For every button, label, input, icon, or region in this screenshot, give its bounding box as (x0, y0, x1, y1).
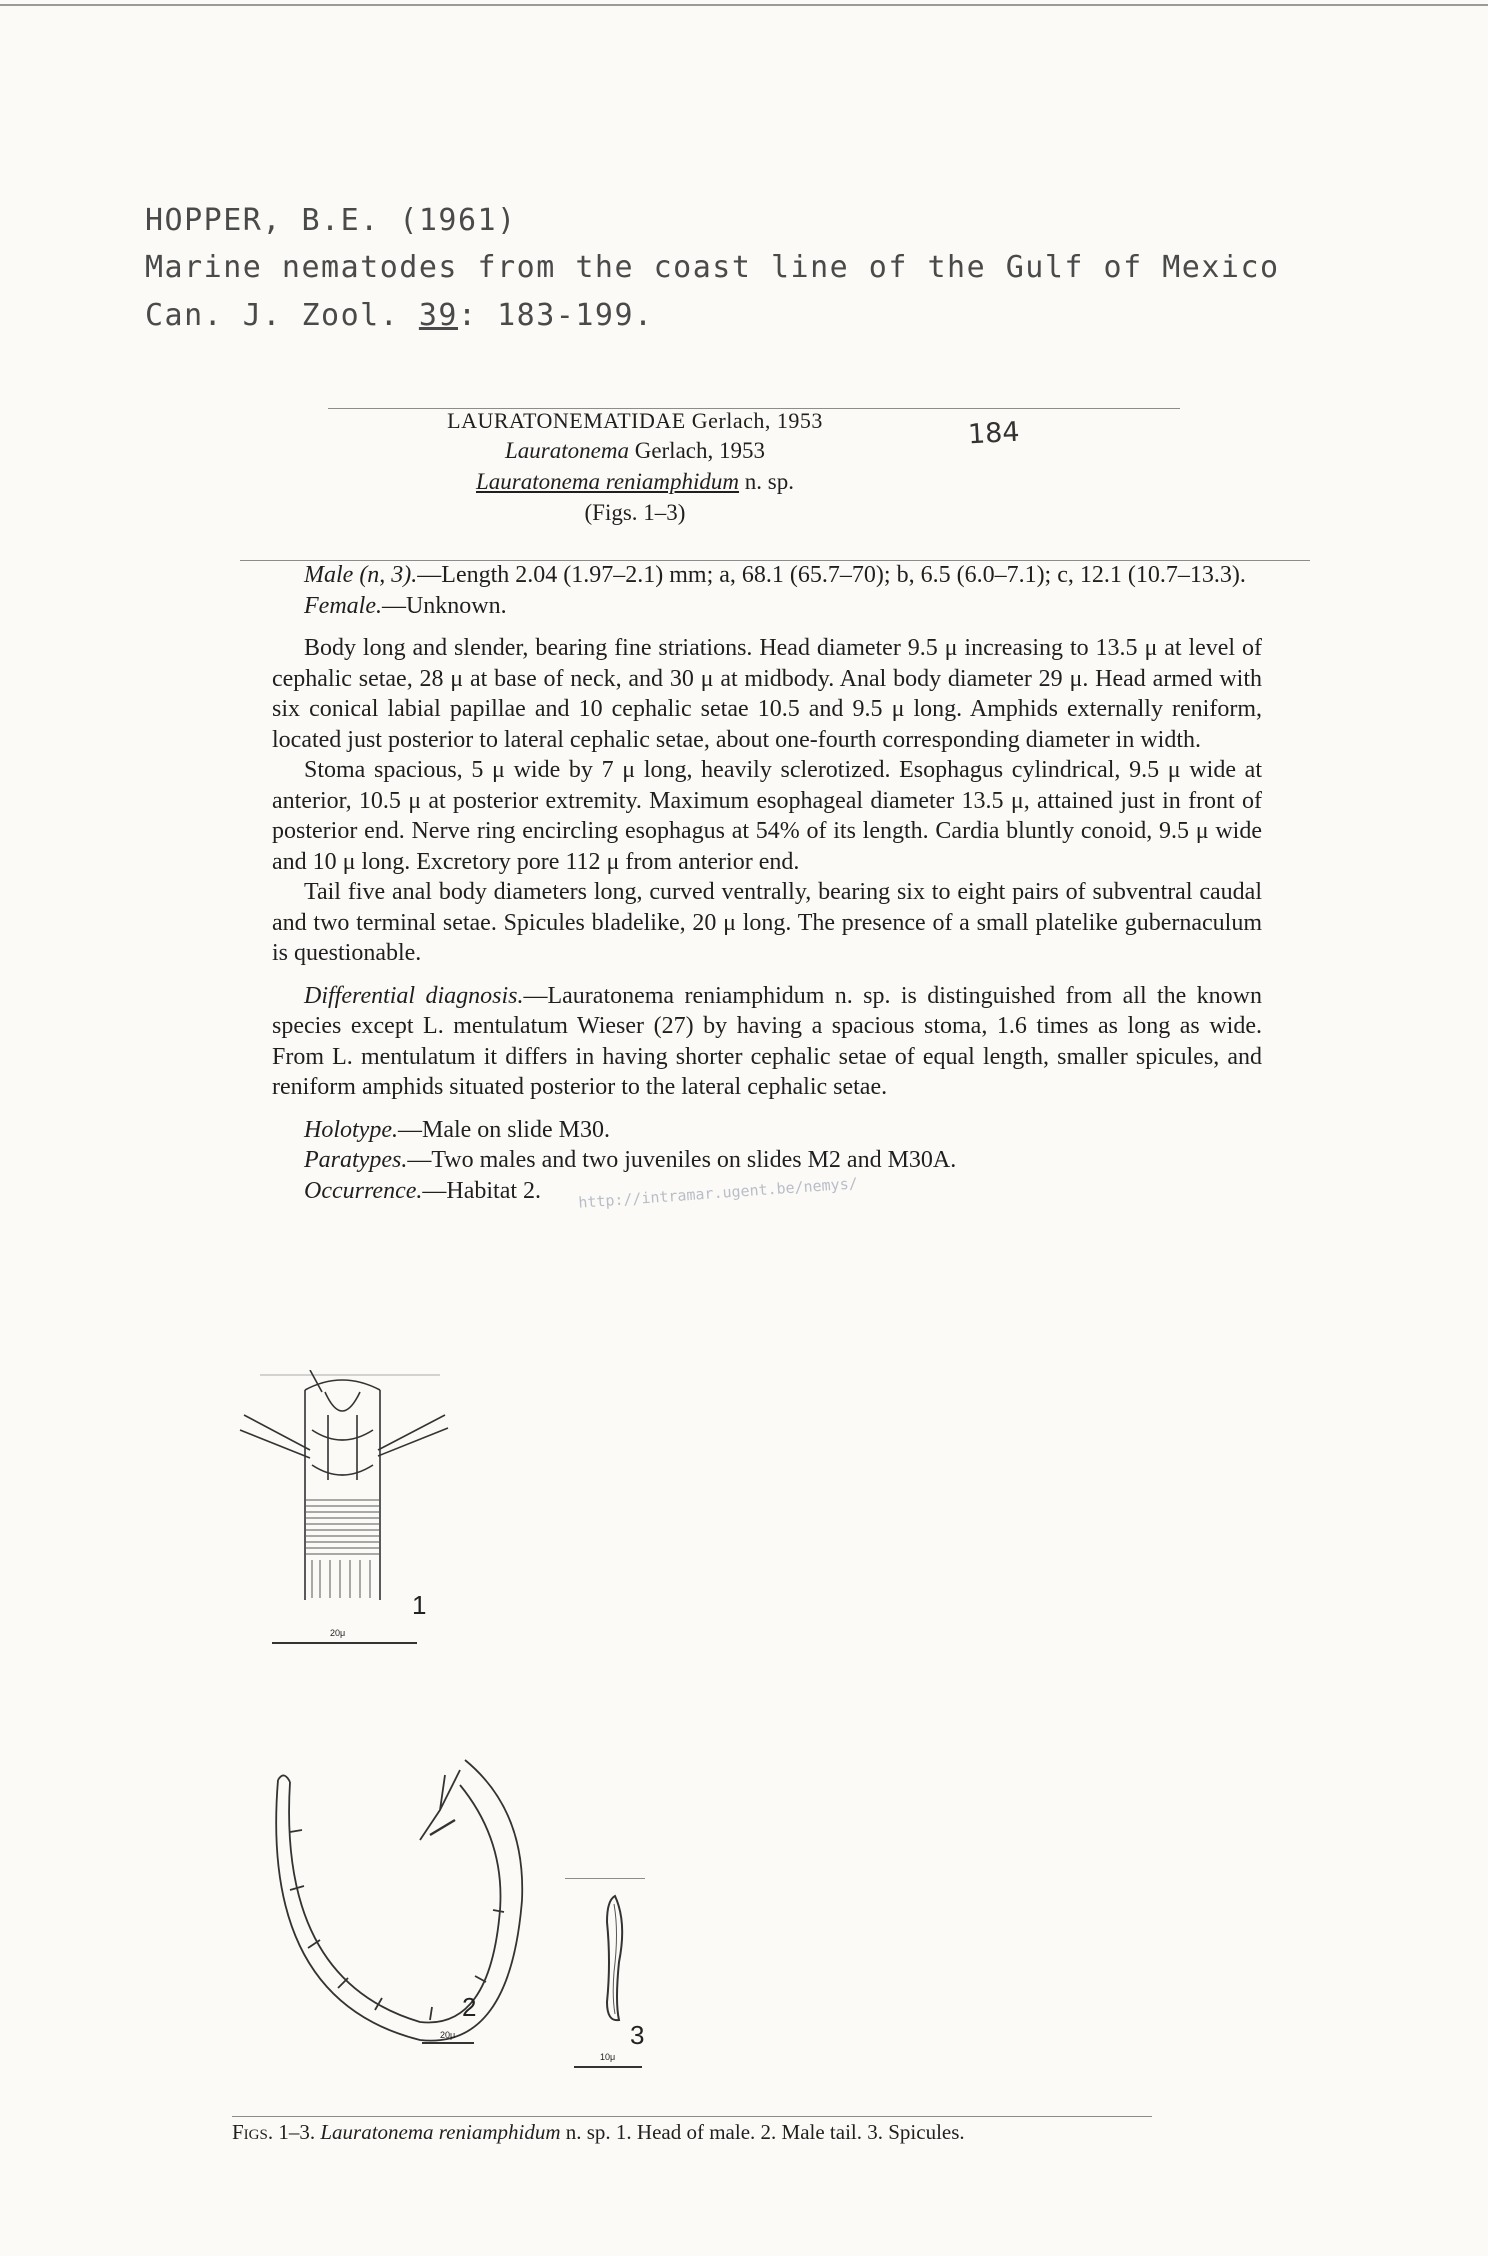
handwritten-page-note: 184 (967, 416, 1021, 451)
figure-2-scale-bar (422, 2042, 474, 2044)
watermark-url: http://intramar.ugent.be/nemys/ (577, 1174, 859, 1212)
paratypes-label: Paratypes. (304, 1147, 408, 1173)
caption-rule (232, 2116, 1152, 2117)
figure-2-scale-label: 20μ (440, 2030, 456, 2040)
holotype-text: —Male on slide M30. (397, 1116, 610, 1143)
differential-diagnosis (272, 981, 1262, 1103)
female-line (272, 591, 1262, 622)
holotype-line (272, 1115, 1262, 1146)
species-name: Lauratonema reniamphidum (476, 469, 740, 494)
caption-text: n. sp. 1. Head of male. 2. Male tail. 3. Spicules. (560, 2120, 965, 2144)
female-text: —Unknown. (381, 592, 507, 619)
figure-caption (232, 2120, 965, 2145)
journal-pages: : 183-199. (458, 298, 654, 333)
paragraph-body: Body long and slender, bearing fine striations. Head diameter 9.5 μ increasing to 13.5 μ at level of cephalic setae, 28 μ at base of neck, and 30 μ at midbody. Anal body diameter 29 μ. Head armed with six conical labial papillae and 10 cephalic setae 10.5 and 9.5 μ long. Amphids externally reniform, located just posterior to lateral cephalic setae, about one-fourth corresponding diameter in width. (272, 635, 1262, 753)
male-label: Male (n, 3). (304, 562, 418, 588)
paratypes-text: —Two males and two juveniles on slides M2 and M30A. (407, 1147, 957, 1173)
figure-1-label: 1 (412, 1590, 427, 1620)
diagnosis-text: —Lauratonema reniamphidum n. sp. is distinguished from all the known species except L. mentulatum Wieser (27) by having a spacious stoma, 1.6 times as long as wide. From L. mentulatum it differs in having shorter cephalic setae of equal length, smaller spicules, and reniform amphids situated posterior to the lateral cephalic setae. (272, 982, 1262, 1100)
figure-2-tail-drawing (250, 1740, 540, 2090)
paragraph-stoma: Stoma spacious, 5 μ wide by 7 μ long, heavily sclerotized. Esophagus cylindrical, 9.5 μ wide at anterior, 10.5 μ at posterior extremity. Maximum esophageal diameter 13.5 μ, attained just in front of posterior end. Nerve ring encircling esophagus at 54% of its length. Cardia bluntly conoid, 9.5 μ wide and 10 μ long. Excretory pore 112 μ from anterior end. (272, 757, 1262, 875)
occurrence-label: Occurrence. (304, 1177, 423, 1204)
figure-3-spicule-drawing (595, 1892, 635, 2027)
male-text: —Length 2.04 (1.97–2.1) mm; a, 68.1 (65.7–70); b, 6.5 (6.0–7.1); c, 12.1 (10.7–13.3). (417, 562, 1246, 588)
genus-heading (335, 438, 935, 464)
diagnosis-label: Differential diagnosis. (304, 982, 524, 1009)
occurrence-text: —Habitat 2. (422, 1177, 542, 1204)
figure-1-scale-label: 20μ (330, 1628, 346, 1638)
paratypes-line (272, 1145, 1262, 1176)
figure-2-label: 2 (462, 1992, 477, 2022)
genus-author: Gerlach, 1953 (628, 438, 765, 463)
caption-prefix: Figs. 1–3. (232, 2120, 316, 2144)
figure-1-head-drawing (230, 1370, 470, 1660)
holotype-label: Holotype. (304, 1116, 398, 1143)
journal-volume: 39 (418, 298, 458, 333)
figs-reference: (Figs. 1–3) (584, 500, 686, 525)
species-heading (335, 469, 935, 495)
description-block (272, 560, 1262, 1206)
caption-species: Lauratonema reniamphidum (320, 2120, 561, 2144)
male-measurements (272, 560, 1262, 591)
top-edge-line (0, 4, 1488, 6)
species-suffix: n. sp. (739, 469, 794, 494)
family-heading: LAURATONEMATIDAE Gerlach, 1953 (447, 408, 823, 433)
figure-3-scale-label: 10μ (600, 2052, 616, 2062)
figure-3-label: 3 (630, 2020, 645, 2050)
journal-line (145, 298, 654, 333)
figure-3-rule (565, 1878, 645, 1879)
paragraph-tail: Tail five anal body diameters long, curved ventrally, bearing six to eight pairs of subventral caudal and two terminal setae. Spicules bladelike, 20 μ long. The presence of a small platelike gubernaculum is questionable. (272, 879, 1262, 966)
journal-name: Can. J. Zool. (145, 298, 419, 333)
paper-title: Marine nematodes from the coast line of the Gulf of Mexico (145, 250, 1280, 285)
figure-1-scale-bar (272, 1642, 417, 1644)
figure-3-scale-bar (574, 2066, 642, 2068)
citation-line: HOPPER, B.E. (1961) (145, 203, 517, 238)
female-label: Female. (304, 592, 382, 619)
genus-name: Lauratonema (505, 438, 629, 463)
